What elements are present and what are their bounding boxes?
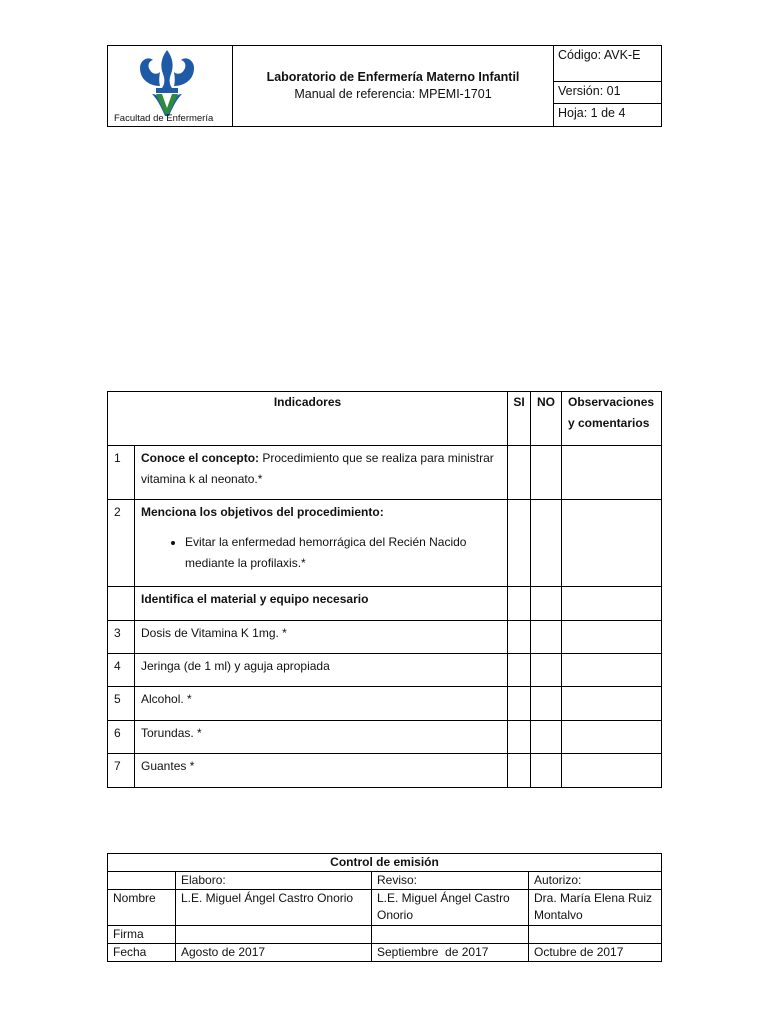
no-checkbox-cell[interactable] <box>531 654 562 687</box>
col-header-elaboro: Elaboro: <box>176 872 372 890</box>
objectives-list <box>141 532 501 574</box>
si-checkbox-cell[interactable] <box>508 500 531 587</box>
table-row <box>108 500 662 587</box>
row-number <box>108 587 135 621</box>
row-text <box>135 446 508 500</box>
firma-reviso-field[interactable] <box>372 926 529 944</box>
code-cell: Código: AVK-E <box>554 46 662 82</box>
observaciones-cell[interactable] <box>562 754 662 788</box>
row-text: Torundas. * <box>135 721 508 754</box>
row-label-nombre: Nombre <box>108 890 176 926</box>
header-observaciones: Observaciones y comentarios <box>562 392 662 446</box>
row-label-fecha: Fecha <box>108 944 176 962</box>
indicators-header-row <box>108 392 662 446</box>
row-text: Dosis de Vitamina K 1mg. * <box>135 621 508 654</box>
no-checkbox-cell[interactable] <box>531 754 562 788</box>
row-number: 2 <box>108 500 135 587</box>
row-number: 4 <box>108 654 135 687</box>
no-checkbox-cell[interactable] <box>531 587 562 621</box>
row-text: Jeringa (de 1 ml) y aguja apropiada <box>135 654 508 687</box>
fecha-reviso: Septiembre de 2017 <box>372 944 529 962</box>
observaciones-cell[interactable] <box>562 500 662 587</box>
no-checkbox-cell[interactable] <box>531 621 562 654</box>
row-text: Alcohol. * <box>135 687 508 721</box>
firma-autorizo-field[interactable] <box>529 926 662 944</box>
si-checkbox-cell[interactable] <box>508 621 531 654</box>
list-item: • Evitar la enfermedad hemorrágica del Recién Nacido mediante la profilaxis.* <box>185 532 501 574</box>
document-title: Laboratorio de Enfermería Materno Infantil <box>266 70 520 84</box>
table-row <box>108 721 662 754</box>
table-row <box>108 587 662 621</box>
si-checkbox-cell[interactable] <box>508 721 531 754</box>
control-emision-table <box>107 853 662 962</box>
observaciones-cell[interactable] <box>562 687 662 721</box>
no-checkbox-cell[interactable] <box>531 500 562 587</box>
col-header-reviso: Reviso: <box>372 872 529 890</box>
observaciones-cell[interactable] <box>562 654 662 687</box>
si-checkbox-cell[interactable] <box>508 754 531 788</box>
control-caption: Control de emisión <box>108 854 662 872</box>
row-number: 3 <box>108 621 135 654</box>
observaciones-cell[interactable] <box>562 587 662 621</box>
table-row <box>108 446 662 500</box>
table-row <box>108 687 662 721</box>
no-checkbox-cell[interactable] <box>531 687 562 721</box>
nombre-autorizo: Dra. María Elena Ruiz Montalvo <box>529 890 662 926</box>
university-logo-icon <box>134 48 200 116</box>
section-heading: Identifica el material y equipo necesario <box>135 587 508 621</box>
table-row <box>108 654 662 687</box>
page-cell: Hoja: 1 de 4 <box>554 103 662 126</box>
row-bold-label: Menciona los objetivos del procedimiento: <box>141 505 384 519</box>
indicators-table <box>107 391 662 788</box>
faculty-name: Facultad de Enfermería <box>114 113 214 124</box>
si-checkbox-cell[interactable] <box>508 587 531 621</box>
header-no: NO <box>531 392 562 446</box>
table-row <box>108 754 662 788</box>
firma-elaboro-field[interactable] <box>176 926 372 944</box>
empty-cell <box>108 872 176 890</box>
version-cell: Versión: 01 <box>554 82 662 103</box>
row-number: 5 <box>108 687 135 721</box>
si-checkbox-cell[interactable] <box>508 446 531 500</box>
document-subtitle: Manual de referencia: MPEMI-1701 <box>294 87 492 101</box>
fecha-autorizo: Octubre de 2017 <box>529 944 662 962</box>
observaciones-cell[interactable] <box>562 621 662 654</box>
nombre-elaboro: L.E. Miguel Ángel Castro Onorio <box>176 890 372 926</box>
no-checkbox-cell[interactable] <box>531 446 562 500</box>
row-text <box>135 500 508 587</box>
observaciones-cell[interactable] <box>562 721 662 754</box>
table-row <box>108 621 662 654</box>
col-header-autorizo: Autorizo: <box>529 872 662 890</box>
nombre-reviso: L.E. Miguel Ángel Castro Onorio <box>372 890 529 926</box>
fecha-elaboro: Agosto de 2017 <box>176 944 372 962</box>
document-header <box>107 45 662 127</box>
logo-cell <box>108 46 233 127</box>
row-text: Guantes * <box>135 754 508 788</box>
header-si: SI <box>508 392 531 446</box>
row-number: 7 <box>108 754 135 788</box>
row-bold-label: Conoce el concepto: <box>141 451 260 465</box>
no-checkbox-cell[interactable] <box>531 721 562 754</box>
row-label-firma: Firma <box>108 926 176 944</box>
si-checkbox-cell[interactable] <box>508 654 531 687</box>
row-number: 1 <box>108 446 135 500</box>
row-description: Procedimiento que se realiza para ministrar vitamina k al neonato.* <box>141 451 494 486</box>
row-number: 6 <box>108 721 135 754</box>
header-indicadores: Indicadores <box>108 392 508 446</box>
si-checkbox-cell[interactable] <box>508 687 531 721</box>
observaciones-cell[interactable] <box>562 446 662 500</box>
title-cell <box>233 46 554 127</box>
